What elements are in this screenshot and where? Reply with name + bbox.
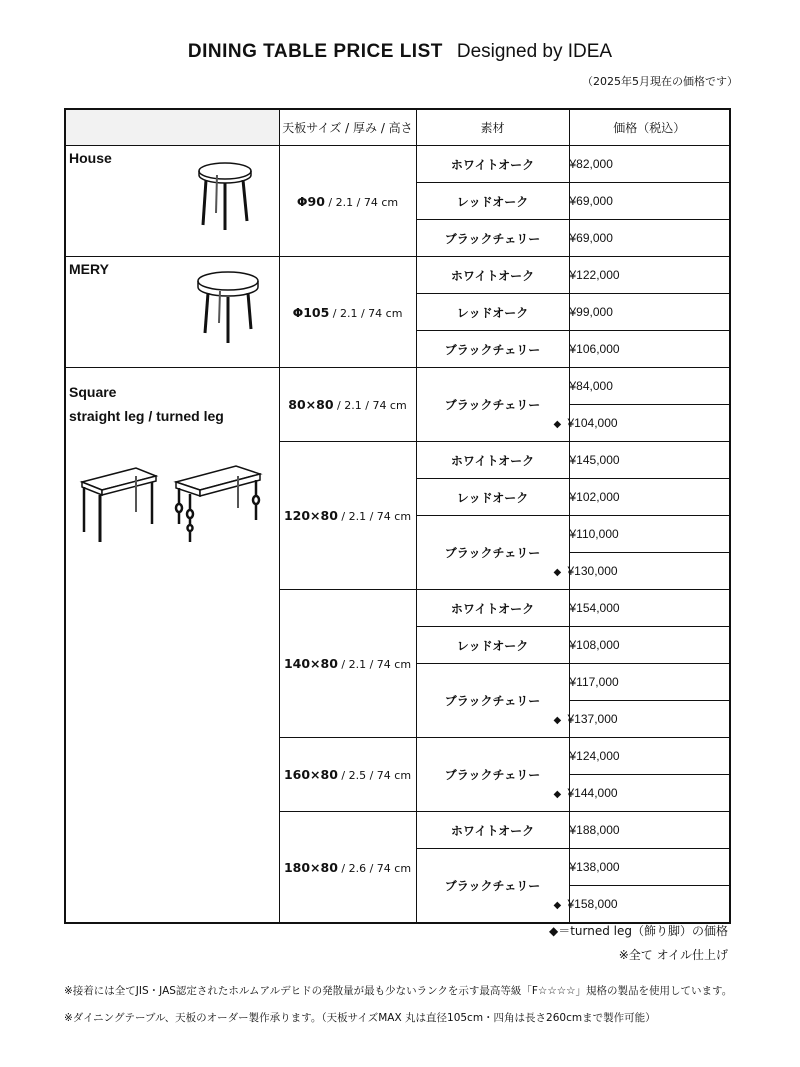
price-cell: ¥108,000 [569,627,730,664]
material-cell: ブラックチェリー [416,664,569,738]
material-cell: ブラックチェリー [416,849,569,924]
diamond-marker: ◆ [553,900,562,911]
diamond-marker: ◆ [553,419,562,430]
price-cell: ¥99,000 [569,294,730,331]
table-header-row [65,109,730,146]
finish-note: ※全て オイル仕上げ [618,948,728,962]
title-main: DINING TABLE PRICE LIST [187,41,443,62]
size-cell [279,442,416,590]
size-main: 120×80 [283,508,338,523]
size-cell [279,257,416,368]
size-main: 80×80 [288,397,334,412]
table-row [65,368,730,405]
header-price: 価格（税込） [569,109,730,146]
price-cell: ¥82,000 [569,146,730,183]
price-cell: ¥117,000 [569,664,730,701]
price-value: ¥130,000 [567,564,618,578]
product-square [65,368,279,924]
material-cell: レッドオーク [416,627,569,664]
price-cell: ¥69,000 [569,220,730,257]
diamond-marker: ◆ [553,567,562,578]
material-cell: レッドオーク [416,183,569,220]
size-dims: / 2.1 / 74 cm [337,658,412,671]
price-cell: ¥102,000 [569,479,730,516]
size-dims: / 2.1 / 74 cm [329,306,403,320]
page-title [0,40,800,63]
price-cell: ¥138,000 [569,849,730,886]
size-main: Φ105 [292,304,330,320]
price-cell: ¥110,000 [569,516,730,553]
size-cell [279,368,416,442]
header-size: 天板サイズ / 厚み / 高さ [279,109,416,146]
price-cell-turned [553,701,730,738]
price-cell: ¥122,000 [569,257,730,294]
price-cell-turned [553,775,730,812]
material-cell: ブラックチェリー [416,220,569,257]
size-dims: / 2.1 / 74 cm [333,399,407,412]
material-cell: ブラックチェリー [416,368,569,442]
material-cell: ホワイトオーク [416,812,569,849]
price-value: ¥158,000 [567,897,618,911]
footnote-custom-order: ※ダイニングテーブル、天板のオーダー製作承ります。（天板サイズMAX 丸は直径105cm・四角は長さ260cmまで製作可能） [64,1012,656,1024]
table-row [65,257,730,294]
product-name-line2: straight leg / turned leg [69,408,224,424]
price-value: ¥137,000 [567,712,618,726]
price-cell: ¥69,000 [569,183,730,220]
square-turned-leg-illustration [172,458,266,548]
size-dims: / 2.1 / 74 cm [337,510,412,523]
material-cell: ホワイトオーク [416,590,569,627]
price-cell-turned [553,886,730,924]
size-cell [279,590,416,738]
header-material: 素材 [416,109,569,146]
price-cell: ¥154,000 [569,590,730,627]
size-cell [279,146,416,257]
table-row [65,146,730,183]
price-cell: ¥84,000 [569,368,730,405]
material-cell: ホワイトオーク [416,442,569,479]
material-cell: ブラックチェリー [416,331,569,368]
size-main: 140×80 [283,656,338,671]
price-cell: ¥188,000 [569,812,730,849]
product-name-line1: Square [69,384,117,400]
price-cell: ¥145,000 [569,442,730,479]
product-name [66,368,279,428]
price-cell-turned [553,405,730,442]
size-cell [279,812,416,924]
material-cell: ホワイトオーク [416,146,569,183]
price-value: ¥144,000 [567,786,618,800]
size-dims: / 2.6 / 74 cm [337,861,412,875]
price-date-note: （2025年5月現在の価格です） [582,75,738,88]
mery-table-illustration [192,265,264,347]
price-value: ¥104,000 [567,416,618,430]
turned-leg-note: ◆＝turned leg（飾り脚）の価格 [548,924,728,938]
diamond-marker: ◆ [553,789,562,800]
diamond-marker: ◆ [553,715,562,726]
material-cell: ブラックチェリー [416,516,569,590]
material-cell: ブラックチェリー [416,738,569,812]
size-dims: / 2.5 / 74 cm [337,769,412,782]
size-main: 160×80 [283,767,338,782]
price-cell: ¥124,000 [569,738,730,775]
material-cell: ホワイトオーク [416,257,569,294]
price-cell-turned [553,553,730,590]
footnote-adhesive: ※接着には全てJIS・JAS認定されたホルムアルデヒドの発散量が最も少ないランクを示す最高等級「F☆☆☆☆」規格の製品を使用しています。 [64,985,733,997]
material-cell: レッドオーク [416,294,569,331]
title-subtitle: Designed by IDEA [456,41,613,62]
product-name: House [69,150,112,166]
material-cell: レッドオーク [416,479,569,516]
price-table [64,108,731,924]
size-cell [279,738,416,812]
size-dims: / 2.1 / 74 cm [324,195,399,209]
house-table-illustration [192,155,262,235]
product-name: MERY [69,261,109,277]
header-blank-cell [65,109,279,146]
size-main: 180×80 [283,859,338,875]
price-cell: ¥106,000 [569,331,730,368]
square-straight-leg-illustration [78,462,162,546]
size-main: Φ90 [296,193,325,209]
